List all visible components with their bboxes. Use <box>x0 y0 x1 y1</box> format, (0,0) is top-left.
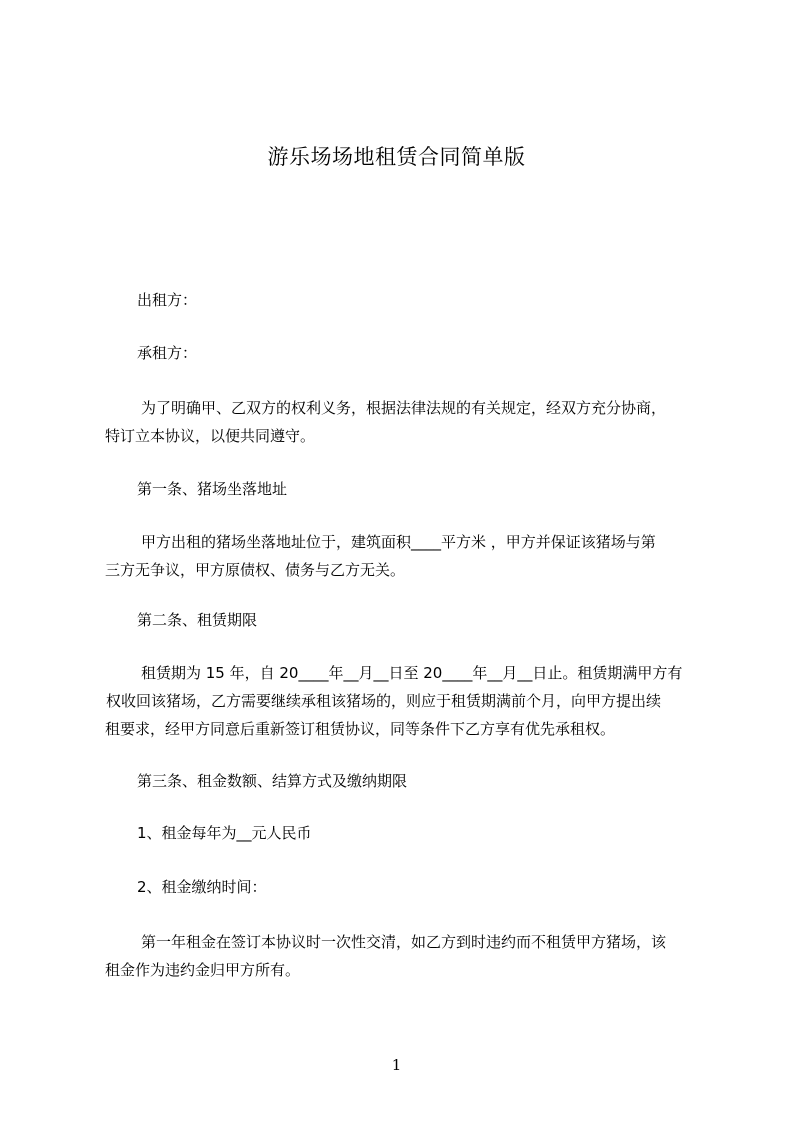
document-title: 游乐场场地租赁合同简单版 <box>267 145 526 169</box>
article2-line-1: 租赁期为 15 年，自 20____年__月__日至 20____年__月__日止。租赁期满甲方有 <box>141 664 683 682</box>
article2-line-2: 权收回该猪场，乙方需要继续承租该猪场的，则应于租赁期满前个月，向甲方提出续 <box>106 692 662 710</box>
lessee-label: 承租方： <box>137 344 198 362</box>
lessor-label: 出租方： <box>137 291 198 309</box>
article3-para-line-1: 第一年租金在签订本协议时一次性交清，如乙方到时违约而不租赁甲方猪场，该 <box>141 933 667 951</box>
preamble-line-2: 特订立本协议，以便共同遵守。 <box>105 427 316 445</box>
article2-line-3: 租要求，经甲方同意后重新签订租赁协议，同等条件下乙方享有优先承租权。 <box>105 720 616 738</box>
article1-line-2: 三方无争议，甲方原债权、债务与乙方无关。 <box>105 561 406 579</box>
article2-heading: 第二条、租赁期限 <box>137 611 258 629</box>
article1-line-1: 甲方出租的猪场坐落地址位于，建筑面积____平方米 ，甲方并保证该猪场与第 <box>141 533 656 551</box>
page-number: 1 <box>391 1056 402 1074</box>
article1-heading: 第一条、猪场坐落地址 <box>137 480 288 498</box>
article3-item-1: 1、租金每年为__元人民币 <box>137 824 312 842</box>
article3-item-2: 2、租金缴纳时间： <box>137 878 267 896</box>
preamble-line-1: 为了明确甲、乙双方的权利义务，根据法律法规的有关规定，经双方充分协商， <box>141 399 667 417</box>
article3-heading: 第三条、租金数额、结算方式及缴纳期限 <box>137 772 408 790</box>
article3-para-line-2: 租金作为违约金归甲方所有。 <box>105 961 301 979</box>
